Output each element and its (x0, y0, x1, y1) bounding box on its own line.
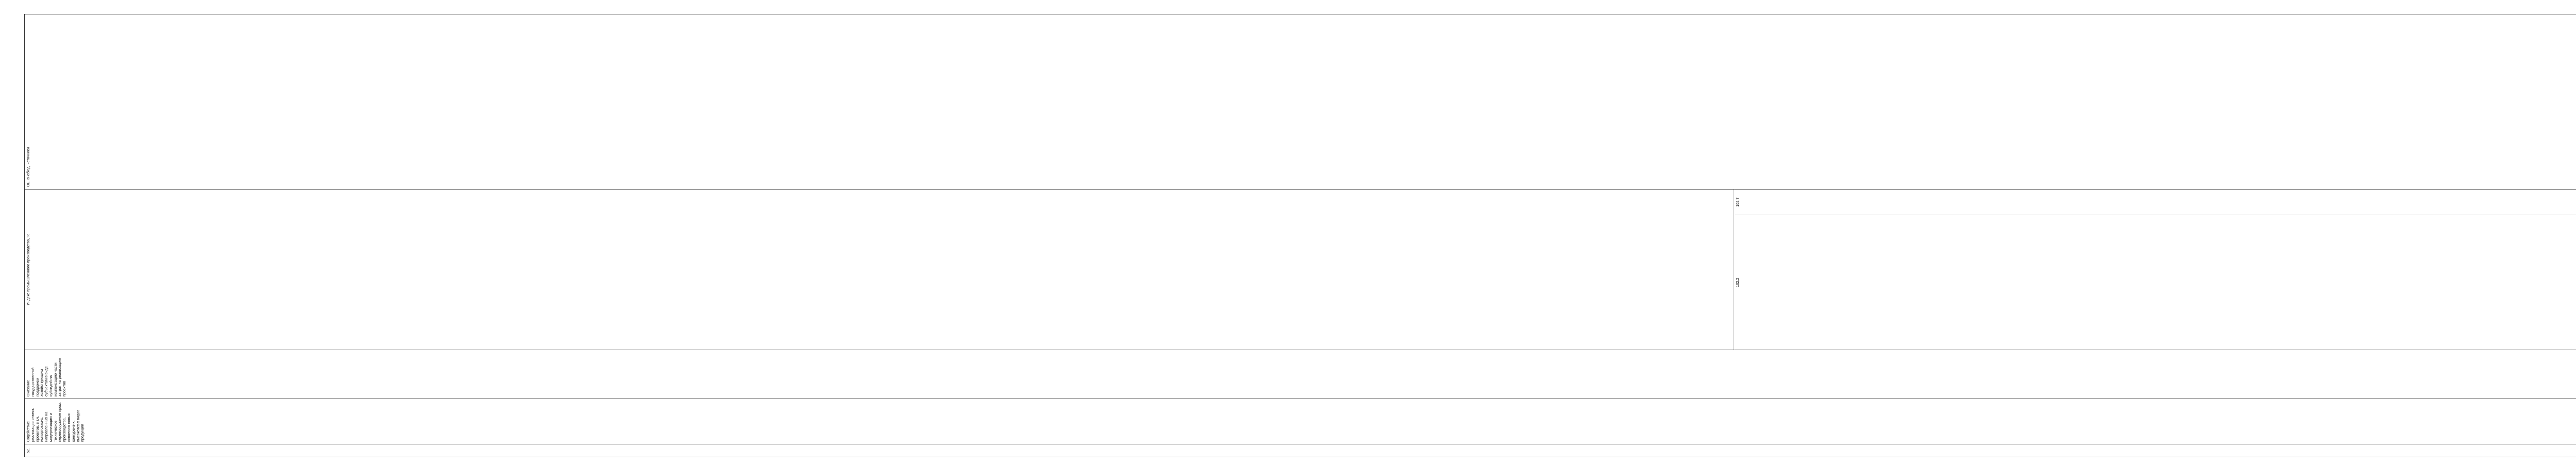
indicator-cell-52 (25, 189, 1734, 350)
row-number-52: 52. (25, 444, 2576, 457)
value-fact-52: 102,7 (1734, 189, 2576, 215)
rotated-table-container (24, 14, 1740, 457)
value-plan-52: 102,2 (1734, 215, 2576, 350)
indicator-text-52: Индекс промышленного производства, % (26, 234, 30, 305)
table-row-52 (25, 14, 1734, 457)
program-measures-table (24, 14, 2576, 457)
source-cell-52: ОБ, внебюд. источники (25, 14, 2576, 189)
measure-cell-52: Оказание государственной поддержки хозяйствующим субъектам в виде субсидий на компенсацию части затрат на реализацию проектов (25, 350, 2576, 399)
goal-cell-52: Содействие реализации инвест. проектов, в т.ч. импортозам-х, направленных на модернизацию и техническое перевооружение пром. производства, освоению новых конкурент-х, высокотех-х видов продукции (25, 399, 2576, 444)
